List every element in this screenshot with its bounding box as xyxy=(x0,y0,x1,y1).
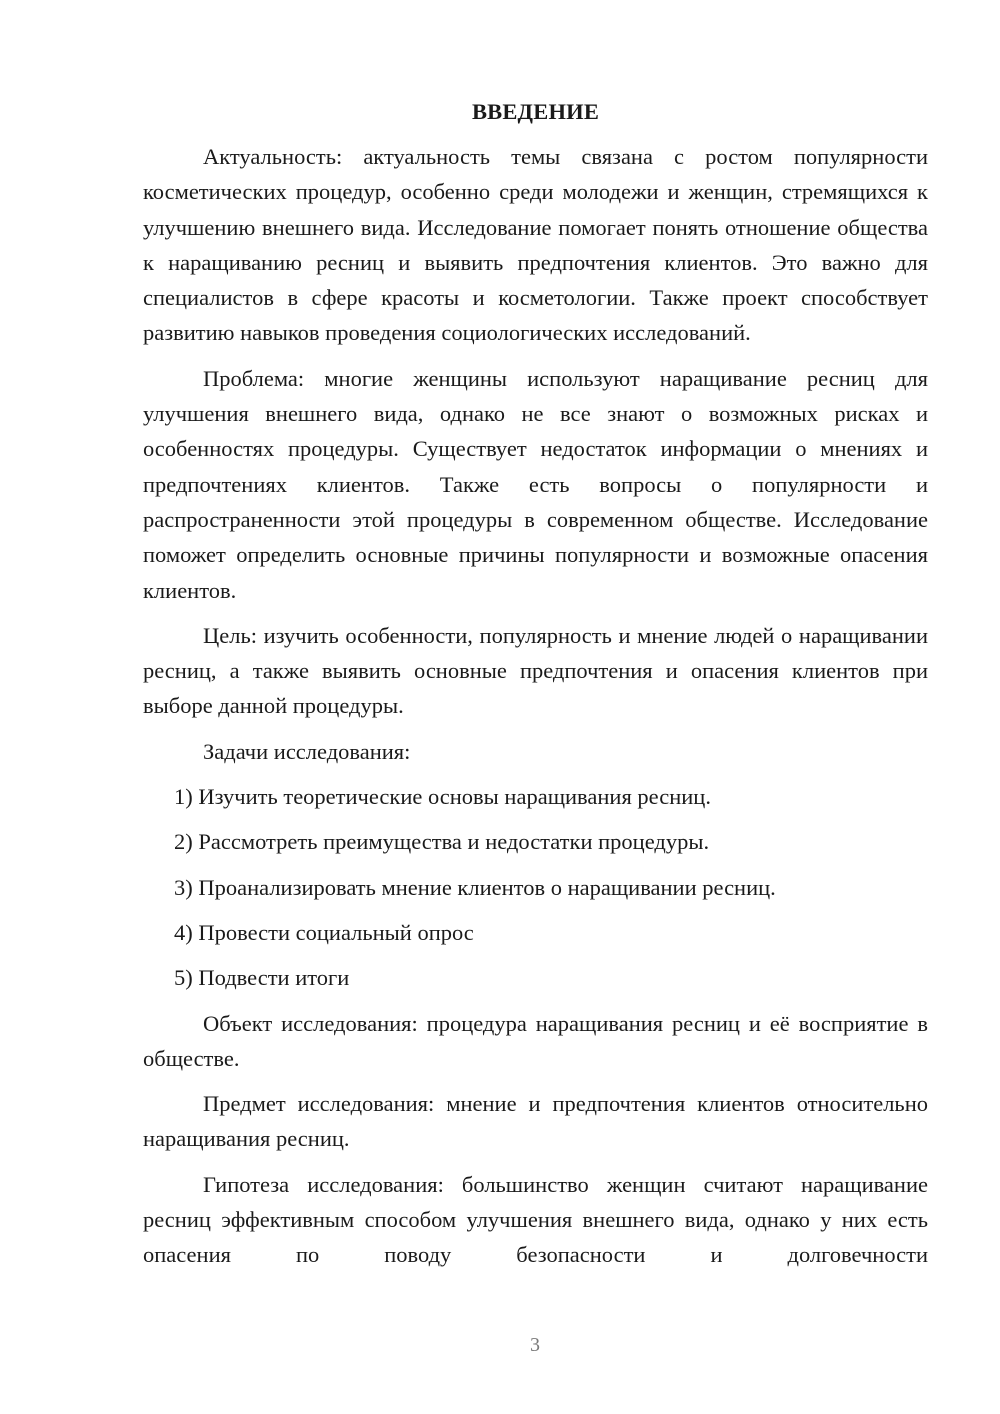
object-paragraph: Объект исследования: процедура наращивания ресниц и её восприятие в обществе. xyxy=(143,1010,928,1071)
page-content xyxy=(143,96,928,1273)
task-item-3: 3) Проанализировать мнение клиентов о наращивании ресниц. xyxy=(174,874,776,900)
problem-paragraph: Проблема: многие женщины используют наращивание ресниц для улучшения внешнего вида, однако не все знают о возможных рисках и особенностях процедуры. Существует недостаток информации о мнениях и предпочтениях клиентов. Также есть вопросы о популярности и распространенности этой процедуры в современном обществе. Исследование поможет определить основные причины популярности и возможные опасения клиентов. xyxy=(143,365,928,603)
page-number: 3 xyxy=(530,1334,540,1356)
task-item-2: 2) Рассмотреть преимущества и недостатки процедуры. xyxy=(174,829,710,855)
task-item-5: 5) Подвести итоги xyxy=(174,965,350,991)
goal-paragraph: Цель: изучить особенности, популярность и мнение людей о наращивании ресниц, а также выявить основные предпочтения и опасения клиентов при выборе данной процедуры. xyxy=(143,622,928,719)
tasks-heading: Задачи исследования: xyxy=(203,738,411,764)
subject-paragraph: Предмет исследования: мнение и предпочтения клиентов относительно наращивания ресниц. xyxy=(143,1091,928,1152)
tasks-list xyxy=(143,779,928,995)
section-title: ВВЕДЕНИЕ xyxy=(471,99,600,124)
hypothesis-paragraph: Гипотеза исследования: большинство женщин считают наращивание ресниц эффективным способом улучшения внешнего вида, однако у них есть опасения по поводу безопасности и долговечности xyxy=(143,1171,928,1268)
relevance-paragraph: Актуальность: актуальность темы связана с ростом популярности косметических процедур, особенно среди молодежи и женщин, стремящихся к улучшению внешнего вида. Исследование помогает понять отношение общества к наращиванию ресниц и выявить предпочтения клиентов. Это важно для специалистов в сфере красоты и косметологии. Также проект способствует развитию навыков проведения социологических исследований. xyxy=(143,144,928,346)
task-item-4: 4) Провести социальный опрос xyxy=(174,919,474,945)
task-item-1: 1) Изучить теоретические основы наращивания ресниц. xyxy=(174,784,711,810)
